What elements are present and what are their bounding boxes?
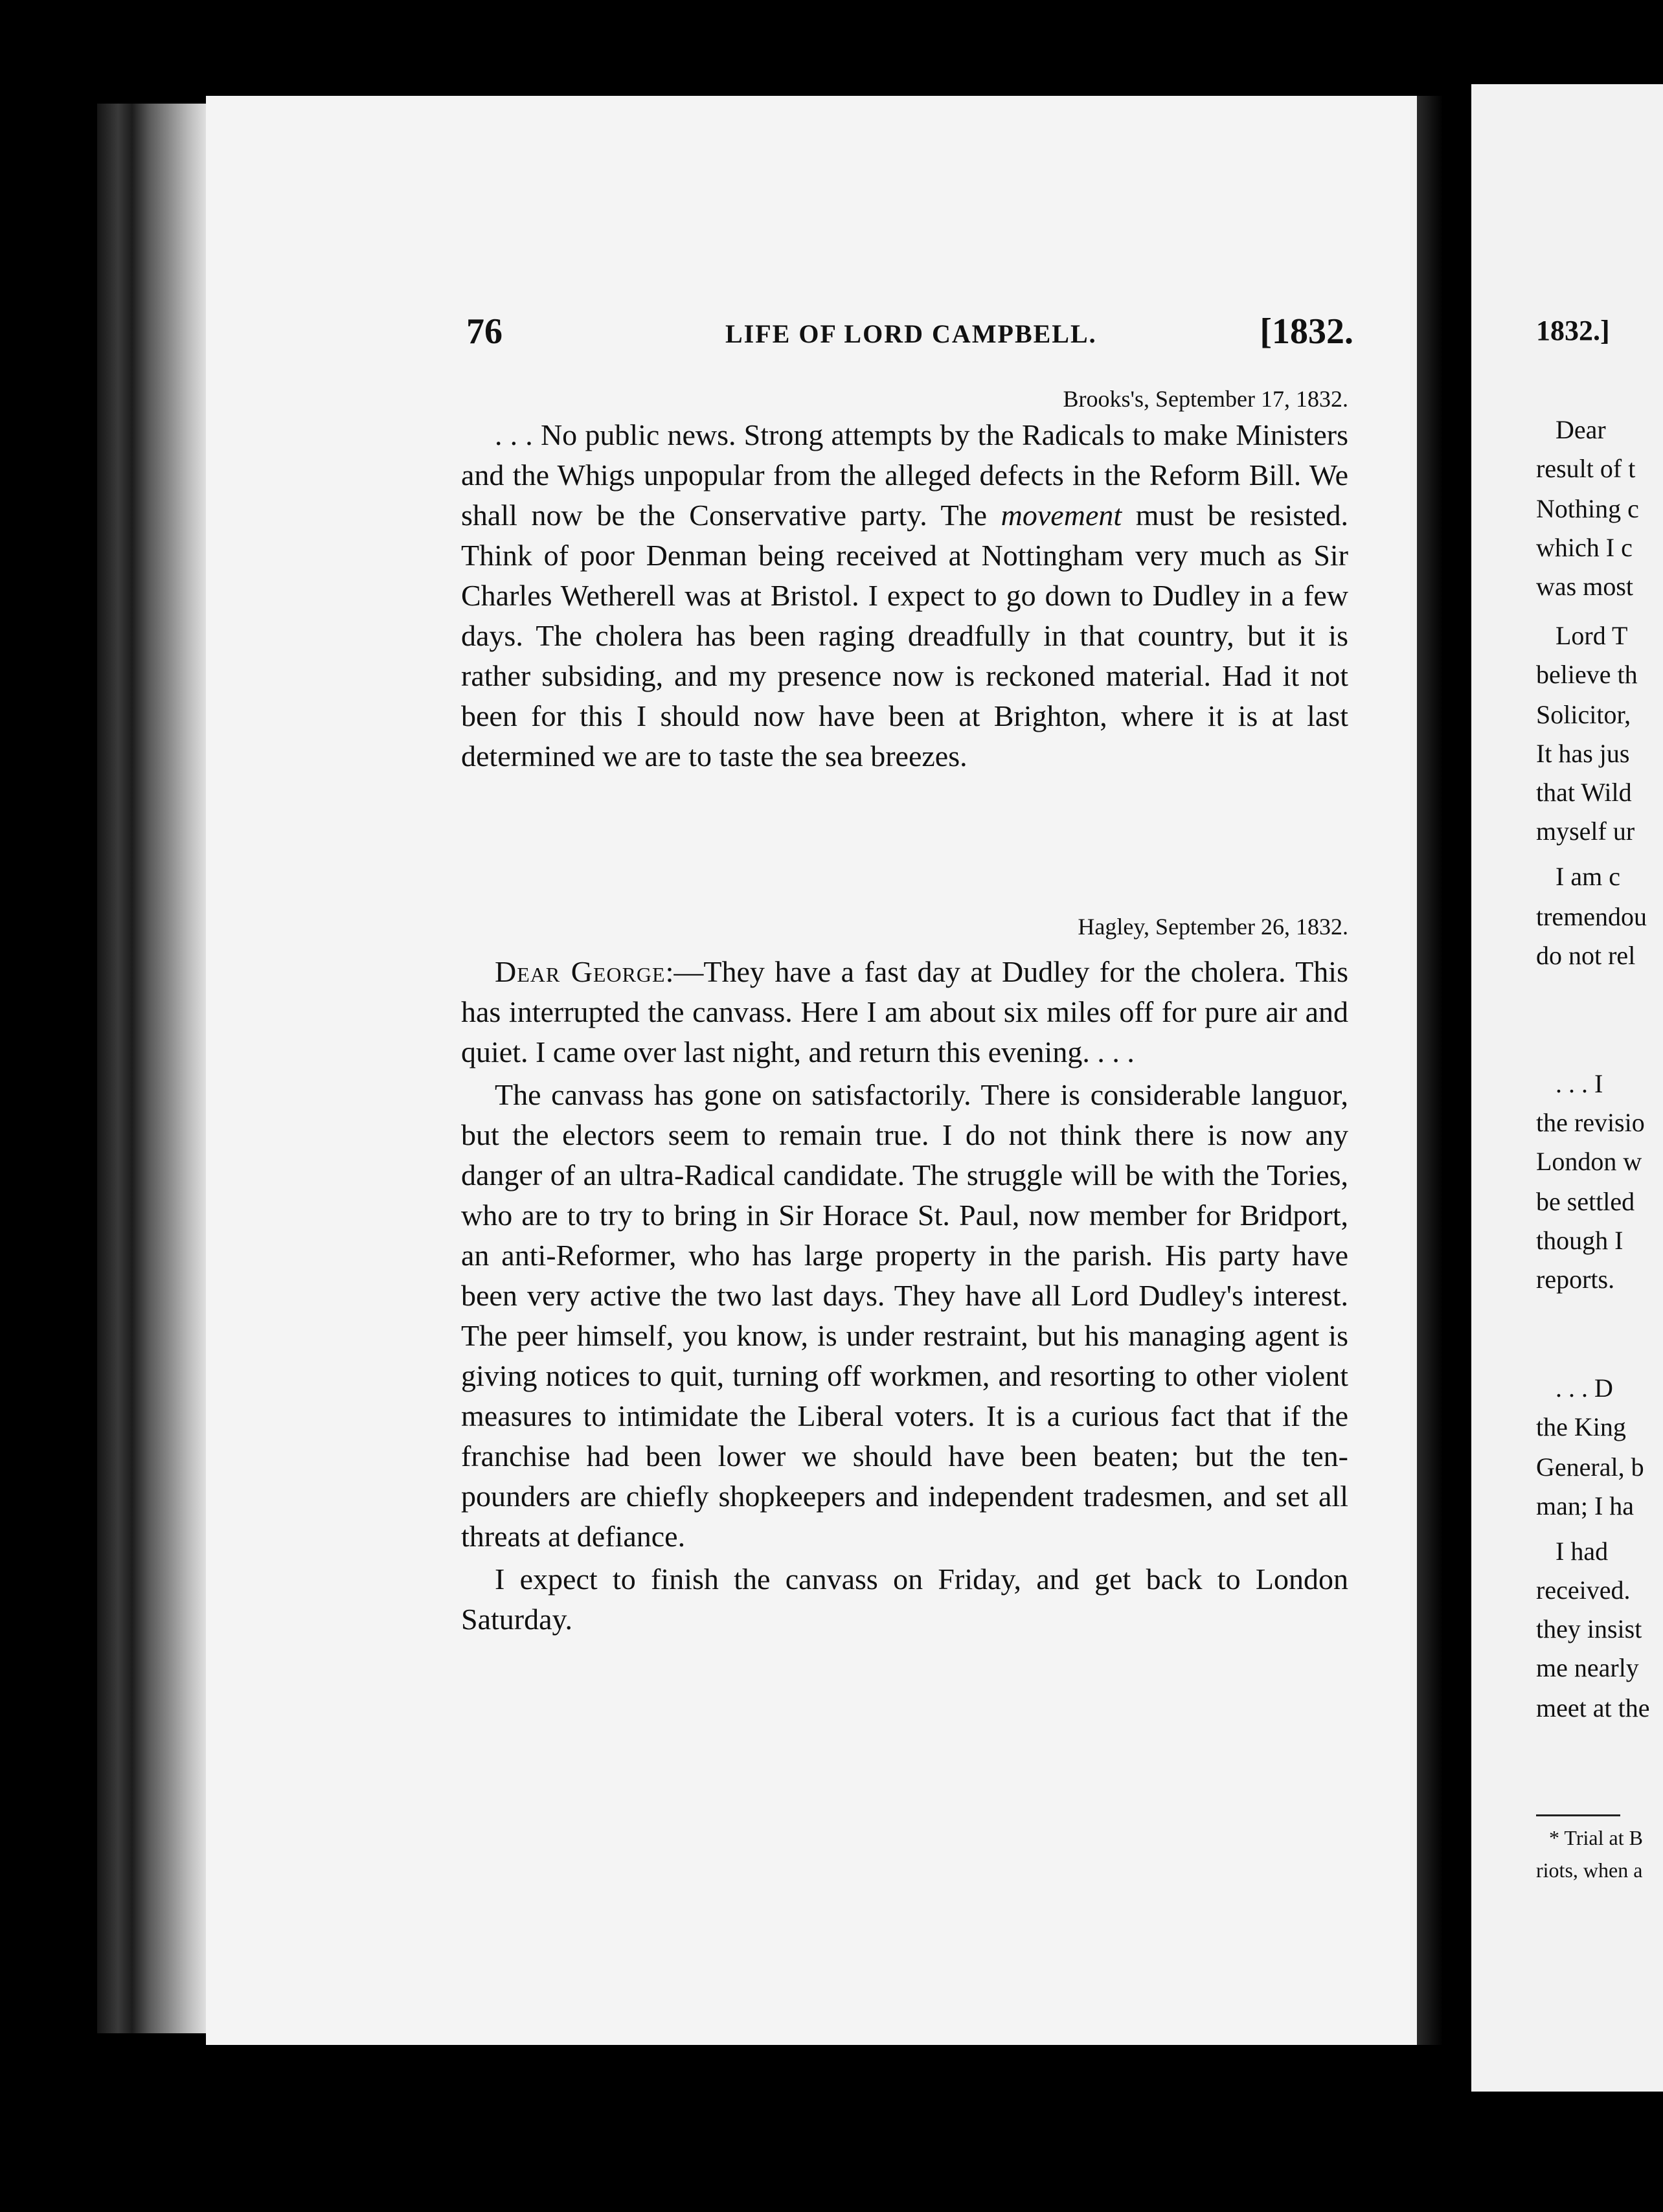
next-page-line: though I xyxy=(1536,1226,1623,1255)
next-page-line: me nearly xyxy=(1536,1653,1639,1682)
running-header xyxy=(466,311,1353,363)
next-page-line: be settled xyxy=(1536,1187,1635,1216)
letter-2-paragraph-2: The canvass has gone on satisfactorily. There is considerable languor, but the electors seem to remain true. I do not think there is now any danger of an ultra-Radical candidate. The struggle will be with the Tories, who are to try to bring in Sir Horace St. Paul, now member for Bridport, an anti-Reformer, who has large property in the parish. His party have been very active the two last days. They have all Lord Dudley's interest. The peer himself, you know, is under restraint, but his managing agent is giving notices to quit, turning off workmen, and resorting to other violent measures to intimidate the Liberal voters. It is a curious fact that if the franchise had been lower we should have been beaten; but the ten-pounders are chiefly shopkeepers and independent tradesmen, and set all threats at defiance. xyxy=(461,1078,1348,1553)
next-page-year: 1832.] xyxy=(1536,315,1610,346)
next-page-line: Nothing c xyxy=(1536,494,1639,523)
next-page-line: received. xyxy=(1536,1575,1631,1605)
next-page-line: Dear xyxy=(1556,415,1606,444)
header-year: [1832. xyxy=(1260,311,1353,352)
next-page-line: was most xyxy=(1536,572,1633,601)
letter-1-emphasis: movement xyxy=(1001,499,1122,532)
letter-1-text-b: must be resisted. Think of poor Denman being received at Nottingham very much as Sir Charles Wetherell was at Bristol. I expect to go down to Dudley in a few days. The cholera has been raging dreadfully in that country, but it is rather subsiding, and my presence now is reckoned material. Had it not been for this I should now have been at Brighton, where it is at last determined we are to taste the sea breezes. xyxy=(461,499,1348,773)
next-page-line: It has jus xyxy=(1536,739,1630,768)
next-page-line: Lord T xyxy=(1556,621,1628,650)
next-page-footnote: riots, when a xyxy=(1536,1858,1643,1882)
letter-1-text-a: . . . No public news. Strong attempts by the Radicals to make Ministers and the Whigs unpopular from the alleged defects in the Reform Bill. We shall now be the Conservative party. The xyxy=(461,418,1348,532)
next-page-line: . . . D xyxy=(1556,1373,1613,1403)
letter-2-dateline: Hagley, September 26, 1832. xyxy=(1078,914,1348,940)
letter-2-paragraph-1 xyxy=(461,952,1348,1072)
right-page-fragment xyxy=(1471,84,1663,2092)
letter-2-paragraph-3: I expect to finish the canvass on Friday, and get back to London Saturday. xyxy=(461,1563,1348,1636)
next-page-footnote: * Trial at B xyxy=(1549,1826,1643,1849)
next-page-line: reports. xyxy=(1536,1265,1615,1294)
next-page-line: General, b xyxy=(1536,1452,1644,1482)
next-page-line: Solicitor, xyxy=(1536,700,1631,729)
next-page-line: meet at the xyxy=(1536,1693,1650,1722)
next-page-line: I had xyxy=(1556,1537,1609,1566)
next-page-line: that Wild xyxy=(1536,778,1632,807)
page-number: 76 xyxy=(466,311,503,352)
book-spine-shadow xyxy=(97,104,214,2033)
letter-1-dateline: Brooks's, September 17, 1832. xyxy=(1063,386,1348,412)
letter-2-paragraph-1-text: :—They have a fast day at Dudley for the cholera. This has interrupted the canvass. Here I am about six miles off for pure air and quiet. I came over last night, and return this evening. . . . xyxy=(461,955,1348,1068)
next-page-line: which I c xyxy=(1536,533,1633,562)
salutation: Dear George xyxy=(495,955,666,988)
next-page-line: man; I ha xyxy=(1536,1491,1635,1520)
letter-2 xyxy=(461,907,1348,1640)
next-page-line: . . . I xyxy=(1556,1069,1603,1098)
letter-1-paragraph xyxy=(461,415,1348,776)
next-page-line: the revisio xyxy=(1536,1108,1645,1137)
next-page-line: result of t xyxy=(1536,454,1636,483)
next-page-line: believe th xyxy=(1536,660,1638,689)
next-page-line: they insist xyxy=(1536,1614,1642,1643)
running-title: LIFE OF LORD CAMPBELL. xyxy=(725,319,1097,348)
letter-1 xyxy=(461,379,1348,776)
next-page-line: the King xyxy=(1536,1412,1626,1441)
footnote-rule xyxy=(1536,1814,1620,1816)
next-page-line: London w xyxy=(1536,1147,1642,1176)
next-page-line: I am c xyxy=(1556,862,1620,891)
next-page-line: myself ur xyxy=(1536,817,1635,846)
next-page-line: do not rel xyxy=(1536,941,1636,970)
page-gutter xyxy=(1417,96,1443,2045)
next-page-line: tremendou xyxy=(1536,902,1647,931)
